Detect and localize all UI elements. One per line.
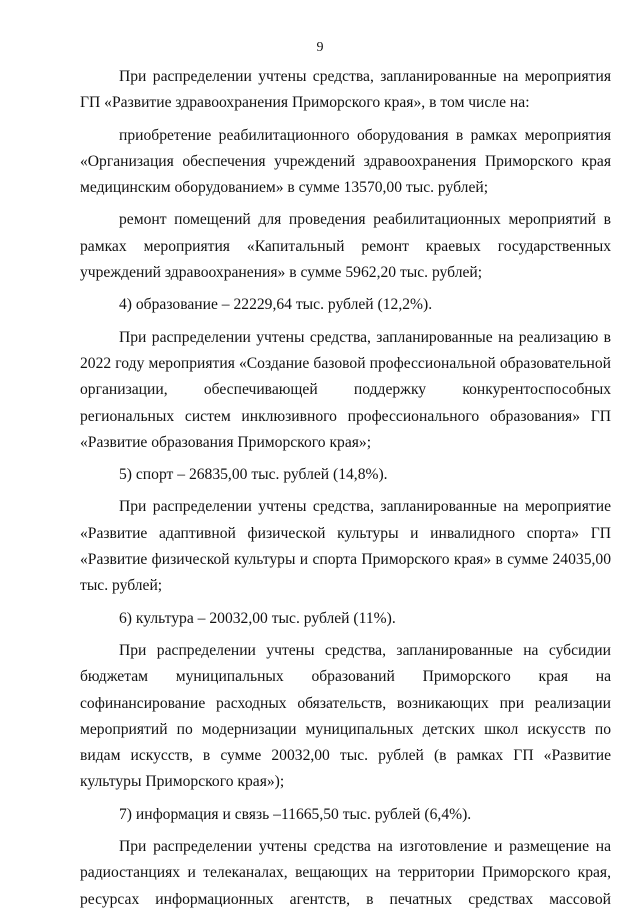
paragraph-information-detail: При распределении учтены средства на изготовление и размещение на радиостанциях и телеканалах, вещающих на территории Приморского края, ресурсах информационных агентств, в печатных средствах массовой (80, 838, 611, 908)
paragraph-education-total: 4) образование – 22229,64 тыс. рублей (12,2%). (119, 296, 433, 314)
paragraph-information-total: 7) информация и связь –11665,50 тыс. рублей (6,4%). (119, 805, 472, 823)
page-number: 9 (316, 40, 324, 55)
paragraph-sport-total: 5) спорт – 26835,00 тыс. рублей (14,8%). (119, 466, 388, 484)
paragraph-rehab-repair: ремонт помещений для проведения реабилитационных мероприятий в рамках мероприятия «Капитальный ремонт краевых государственных учреждений здравоохранения» в сумме 5962,20 тыс. рублей; (80, 211, 611, 282)
paragraph-culture-detail: При распределении учтены средства, запланированные на субсидии бюджетам муниципальных образований Приморского края на софинансирование расходных обязательств, возникающих при реализации мероприятий по модернизации муниципальных детских школ искусств по видам искусств, в сумме 20032,00 тыс. рублей (в рамках ГП «Развитие культуры Приморского края»); (80, 641, 611, 791)
paragraph-rehab-equipment: приобретение реабилитационного оборудования в рамках мероприятия «Организация обеспечения учреждений здравоохранения Приморского края медицинским оборудованием» в сумме 13570,00 тыс. рублей; (80, 126, 611, 197)
document-body (80, 64, 611, 919)
paragraph-healthcare-intro: При распределении учтены средства, запланированные на мероприятия ГП «Развитие здравоохранения Приморского края», в том числе на: (80, 68, 611, 112)
paragraph-sport-detail: При распределении учтены средства, запланированные на мероприятие «Развитие адаптивной физической культуры и инвалидного спорта» ГП «Развитие физической культуры и спорта Приморского края» в сумме 24035,00 тыс. рублей; (80, 498, 611, 595)
paragraph-culture-total: 6) культура – 20032,00 тыс. рублей (11%). (119, 609, 396, 627)
paragraph-education-detail: При распределении учтены средства, запланированные на реализацию в 2022 году мероприятия «Создание базовой профессиональной образовательной организации, обеспечивающей поддержку конкурентоспособных региональных систем инклюзивного профессионального образования» ГП «Развитие образования Приморского края»; (80, 328, 611, 451)
